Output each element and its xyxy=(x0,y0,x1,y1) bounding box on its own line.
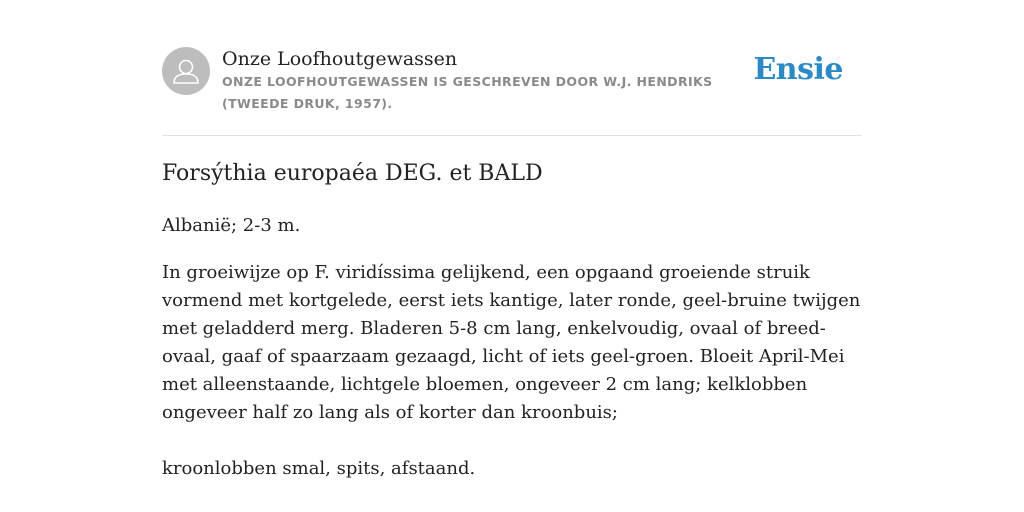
entry-title: Forsýthia europaéa DEG. et BALD xyxy=(162,161,543,186)
entry-paragraph: Albanië; 2-3 m. xyxy=(162,215,301,236)
divider xyxy=(162,135,862,136)
source-description: ONZE LOOFHOUTGEWASSEN IS GESCHREVEN DOOR W.J. HENDRIKS (TWEEDE DRUK, 1957). xyxy=(222,74,713,111)
source-title[interactable]: Onze Loofhoutgewassen xyxy=(222,48,458,70)
entry-paragraph: In groeiwijze op F. viridíssima gelijkend, een opgaand groeiende struik vormend met kortgelede, eerst iets kantige, later ronde, geel-bruine twijgen met geladderd merg. Bladeren 5-8 cm lang, enkelvoudig, ovaal of breed-ovaal, gaaf of spaarzaam gezaagd, licht of iets geel-groen. Bloeit April-Mei met alleenstaande, lichtgele bloemen, ongeveer 2 cm lang; kelklobben ongeveer half zo lang als of korter dan kroonbuis; xyxy=(162,262,861,423)
source-header xyxy=(162,46,862,136)
brand-logo[interactable]: Ensie xyxy=(753,52,843,87)
person-icon xyxy=(162,47,210,95)
entry-paragraph: kroonlobben smal, spits, afstaand. xyxy=(162,458,476,479)
